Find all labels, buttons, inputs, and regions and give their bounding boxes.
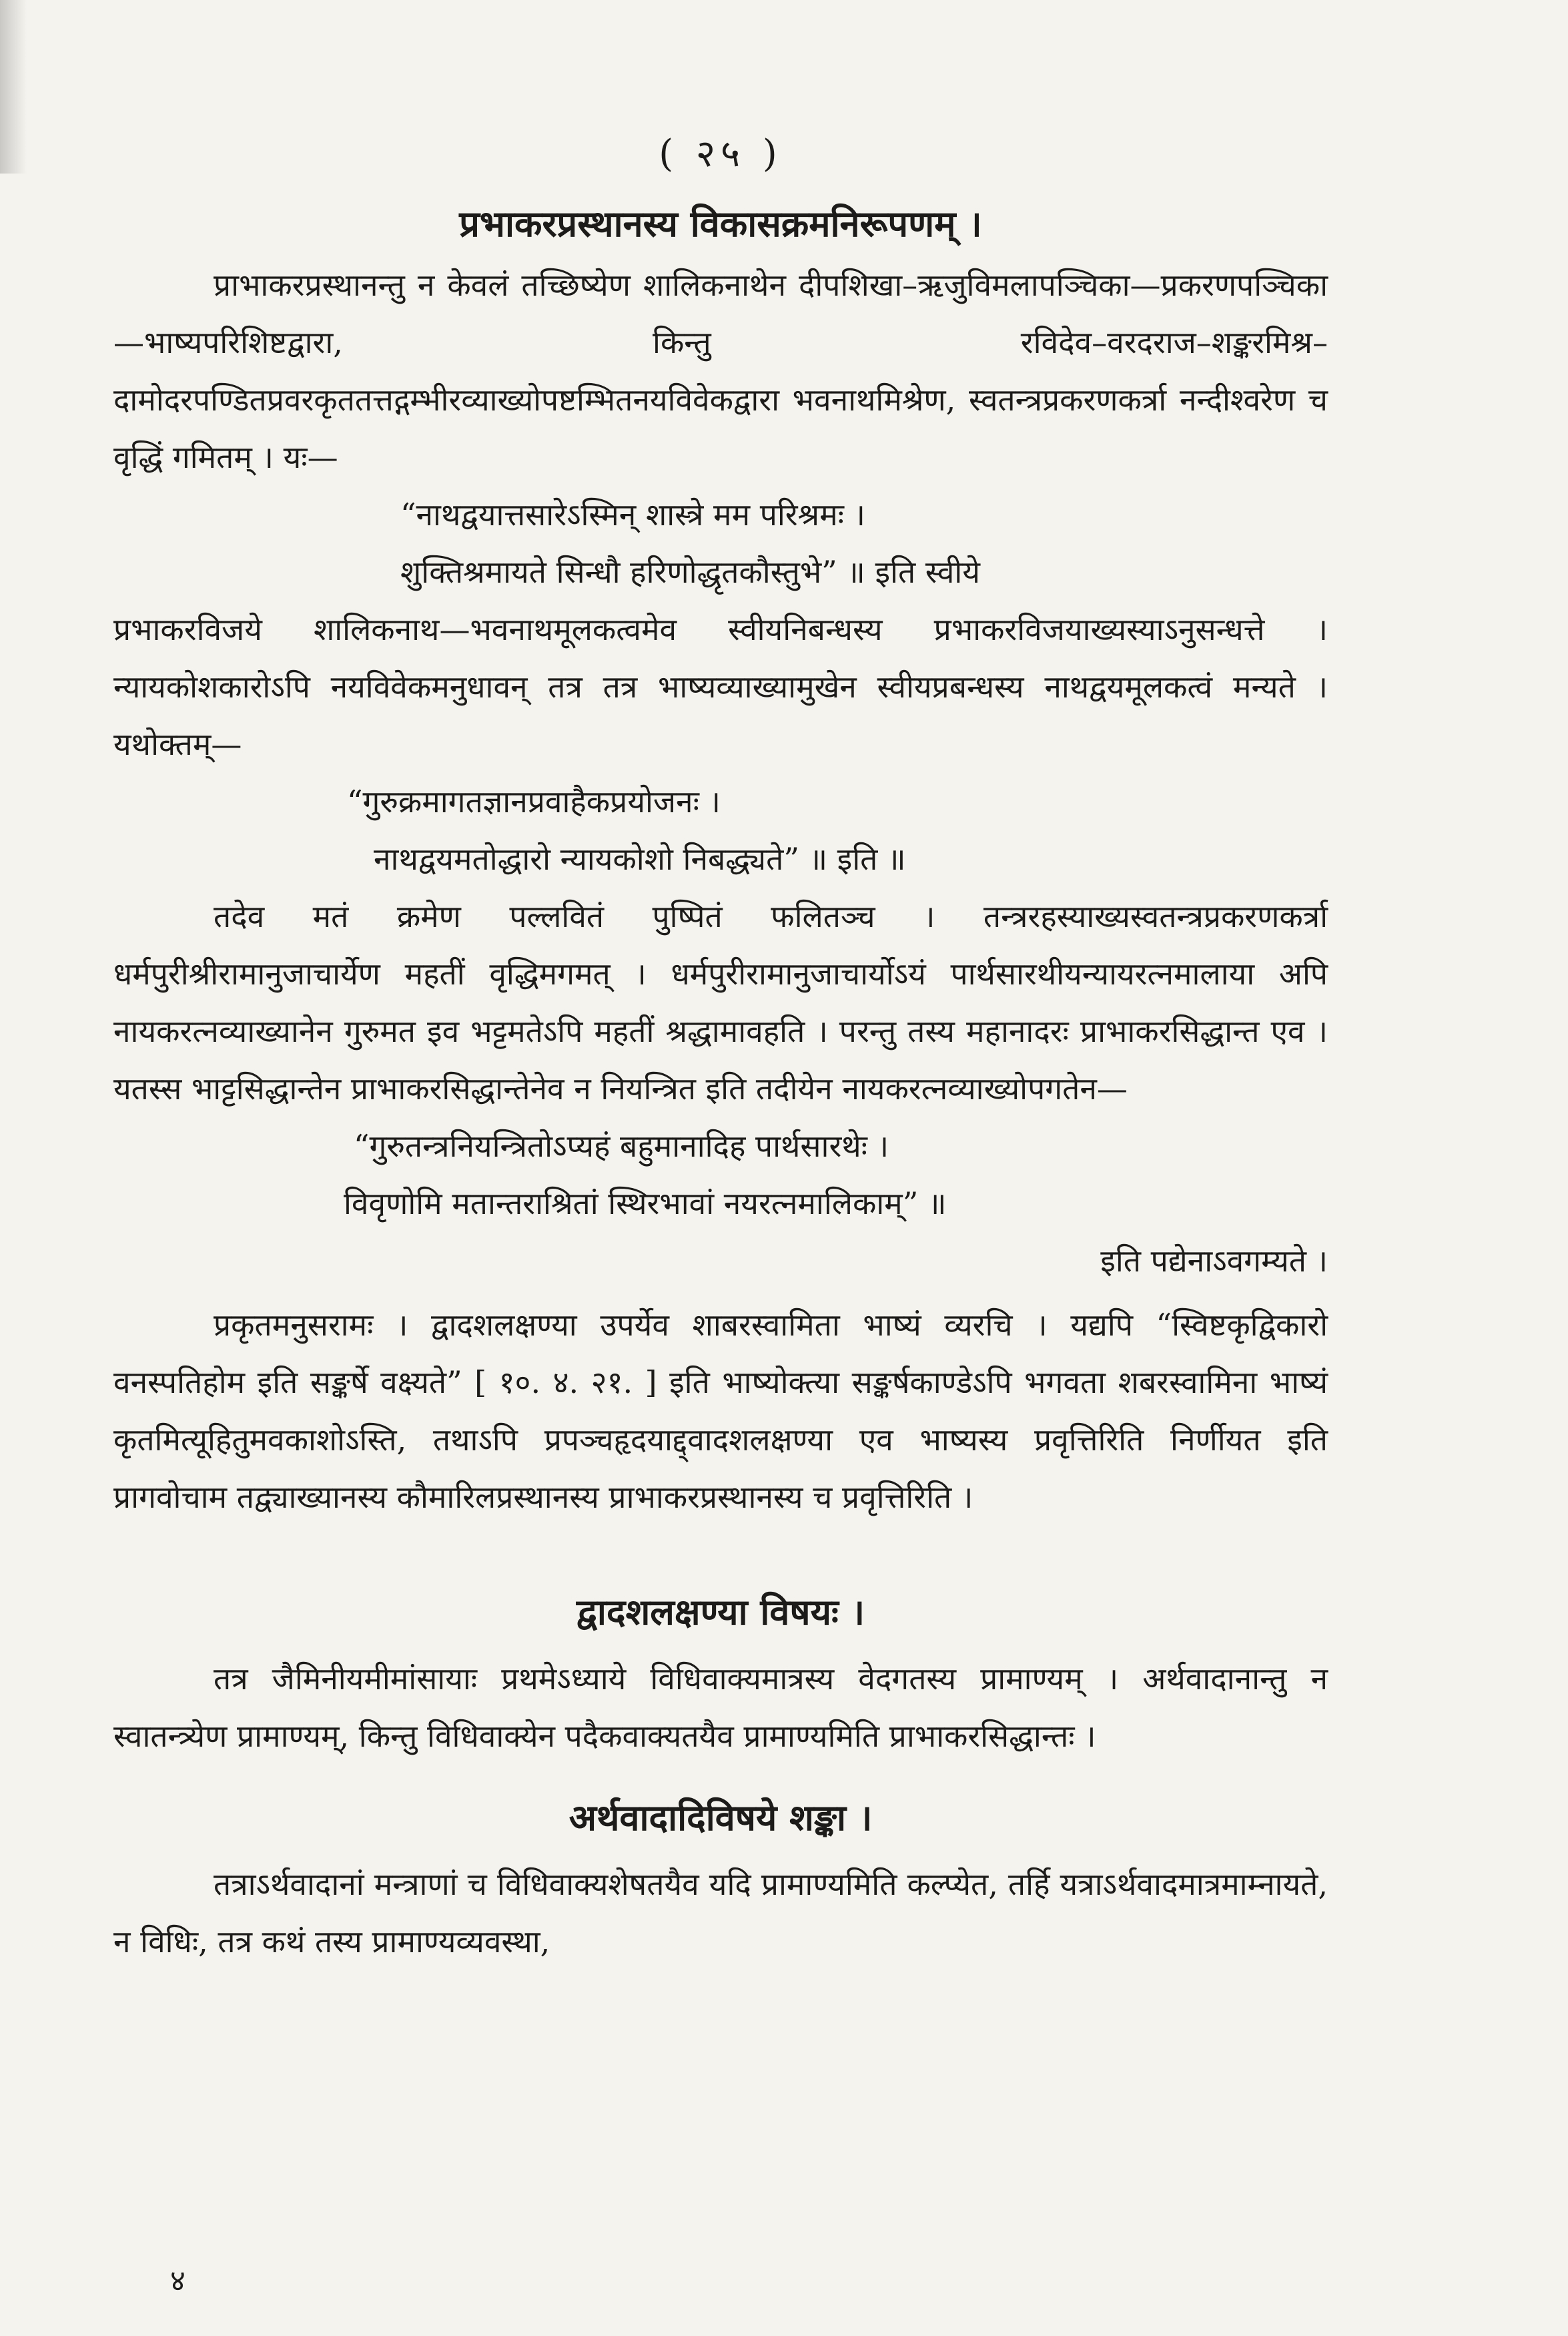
- heading-dvadashalakshani-subject: द्वादशलक्षण्या विषयः ।: [576, 1590, 865, 1633]
- folio-signature: ४: [170, 2264, 185, 2298]
- scan-edge-shadow: [0, 0, 27, 174]
- paragraph-5: तत्र जैमिनीयमीमांसायाः प्रथमेऽध्याये विधिवाक्यमात्रस्य वेदगतस्य प्रामाण्यम् । अर्थवादानान्तु न स्वातन्त्र्येण प्रामाण्यम्, किन्तु विधिवाक्येन पदैकवाक्यतयैव प्रामाण्यमिति प्राभाकरसिद्धान्तः ।: [113, 1661, 1328, 1754]
- verse-line-3: “गुरुक्रमागतज्ञानप्रवाहैकप्रयोजनः ।: [347, 784, 721, 820]
- verse-line-4: नाथद्वयमतोद्धारो न्यायकोशो निबद्ध्यते” ॥ इति ॥: [374, 841, 906, 877]
- text-block: [113, 127, 1328, 1970]
- verse-conclusion: इति पद्येनाऽवगम्यते ।: [1100, 1243, 1328, 1279]
- paragraph-3: तदेव मतं क्रमेण पल्लवितं पुष्पितं फलितञ्च । तन्त्ररहस्याख्यस्वतन्त्रप्रकरणकर्त्रा धर्मपुरीश्रीरामानुजाचार्येण महतीं वृद्धिमगमत् । धर्मपुरीरामानुजाचार्योऽयं पार्थसारथीयन्यायरत्नमालाया अपि नायकरत्नव्याख्यानेन गुरुमत इव भट्टमतेऽपि महतीं श्रद्धामावहति । परन्तु तस्य महानादरः प्राभाकरसिद्धान्त एव । यतस्स भाट्टसिद्धान्तेन प्राभाकरसिद्धान्तेनेव न नियन्त्रित इति तदीयेन नायकरत्नव्याख्योपगतेन—: [113, 898, 1328, 1107]
- page-number: ( २५ ): [659, 132, 783, 176]
- paragraph-1: प्राभाकरप्रस्थानन्तु न केवलं तच्छिष्येण शालिकनाथेन दीपशिखा–ऋजुविमलापञ्चिका—प्रकरणपञ्चिका—भाष्यपरिशिष्टद्वारा, किन्तु रविदेव–वरदराज–शङ्करमिश्र–दामोदरपण्डितप्रवरकृततत्तद्गम्भीरव्याख्योपष्टम्भितनयविवेकद्वारा भवनाथमिश्रेण, स्वतन्त्रप्रकरणकर्त्रा नन्दीश्वरेण च वृद्धिं गमितम् । यः—: [113, 267, 1328, 475]
- heading-arthavada-doubt: अर्थवादादिविषये शङ्का ।: [568, 1796, 873, 1839]
- verse-line-2: शुक्तिश्रमायते सिन्धौ हरिणोद्धृतकौस्तुभे” ॥ इति स्वीये: [400, 554, 980, 590]
- verse-line-6: विवृणोमि मतान्तराश्रितां स्थिरभावां नयरत्नमालिकाम्” ॥: [344, 1185, 947, 1221]
- verse-line-1: “नाथद्वयात्तसारेऽस्मिन् शास्त्रे मम परिश्रमः ।: [400, 497, 865, 533]
- paragraph-2: प्रभाकरविजये शालिकनाथ—भवनाथमूलकत्वमेव स्वीयनिबन्धस्य प्रभाकरविजयाख्यस्याऽनुसन्धत्ते । न्यायकोशकारोऽपि नयविवेकमनुधावन् तत्र तत्र भाष्यव्याख्यामुखेन स्वीयप्रबन्धस्य नाथद्वयमूलकत्वं मन्यते । यथोक्तम्—: [113, 611, 1328, 762]
- verse-line-5: “गुरुतन्त्रनियन्त्रितोऽप्यहं बहुमानादिह पार्थसारथेः ।: [354, 1128, 889, 1164]
- heading-prabhakara-development: प्रभाकरप्रस्थानस्य विकासक्रमनिरूपणम् ।: [459, 202, 982, 245]
- paragraph-4: प्रकृतमनुसरामः । द्वादशलक्षण्या उपर्येव शाबरस्वामिता भाष्यं व्यरचि । यद्यपि “स्विष्टकृद्विकारो वनस्पतिहोम इति सङ्कर्षे वक्ष्यते” [ १०. ४. २१. ] इति भाष्योक्त्या सङ्कर्षकाण्डेऽपि भगवता शबरस्वामिना भाष्यं कृतमित्यूहितुमवकाशोऽस्ति, तथाऽपि प्रपञ्चहृदयाद्द्वादशलक्षण्या एव भाष्यस्य प्रवृत्तिरिति निर्णीयत इति प्रागवोचाम तद्व्याख्यानस्य कौमारिलप्रस्थानस्य प्राभाकरप्रस्थानस्य च प्रवृत्तिरिति ।: [113, 1307, 1328, 1515]
- paragraph-6: तत्राऽर्थवादानां मन्त्राणां च विधिवाक्यशेषतयैव यदि प्रामाण्यमिति कल्प्येत, तर्हि यत्राऽर्थवादमात्रमाम्नायते, न विधिः, तत्र कथं तस्य प्रामाण्यव्यवस्था,: [113, 1866, 1328, 1960]
